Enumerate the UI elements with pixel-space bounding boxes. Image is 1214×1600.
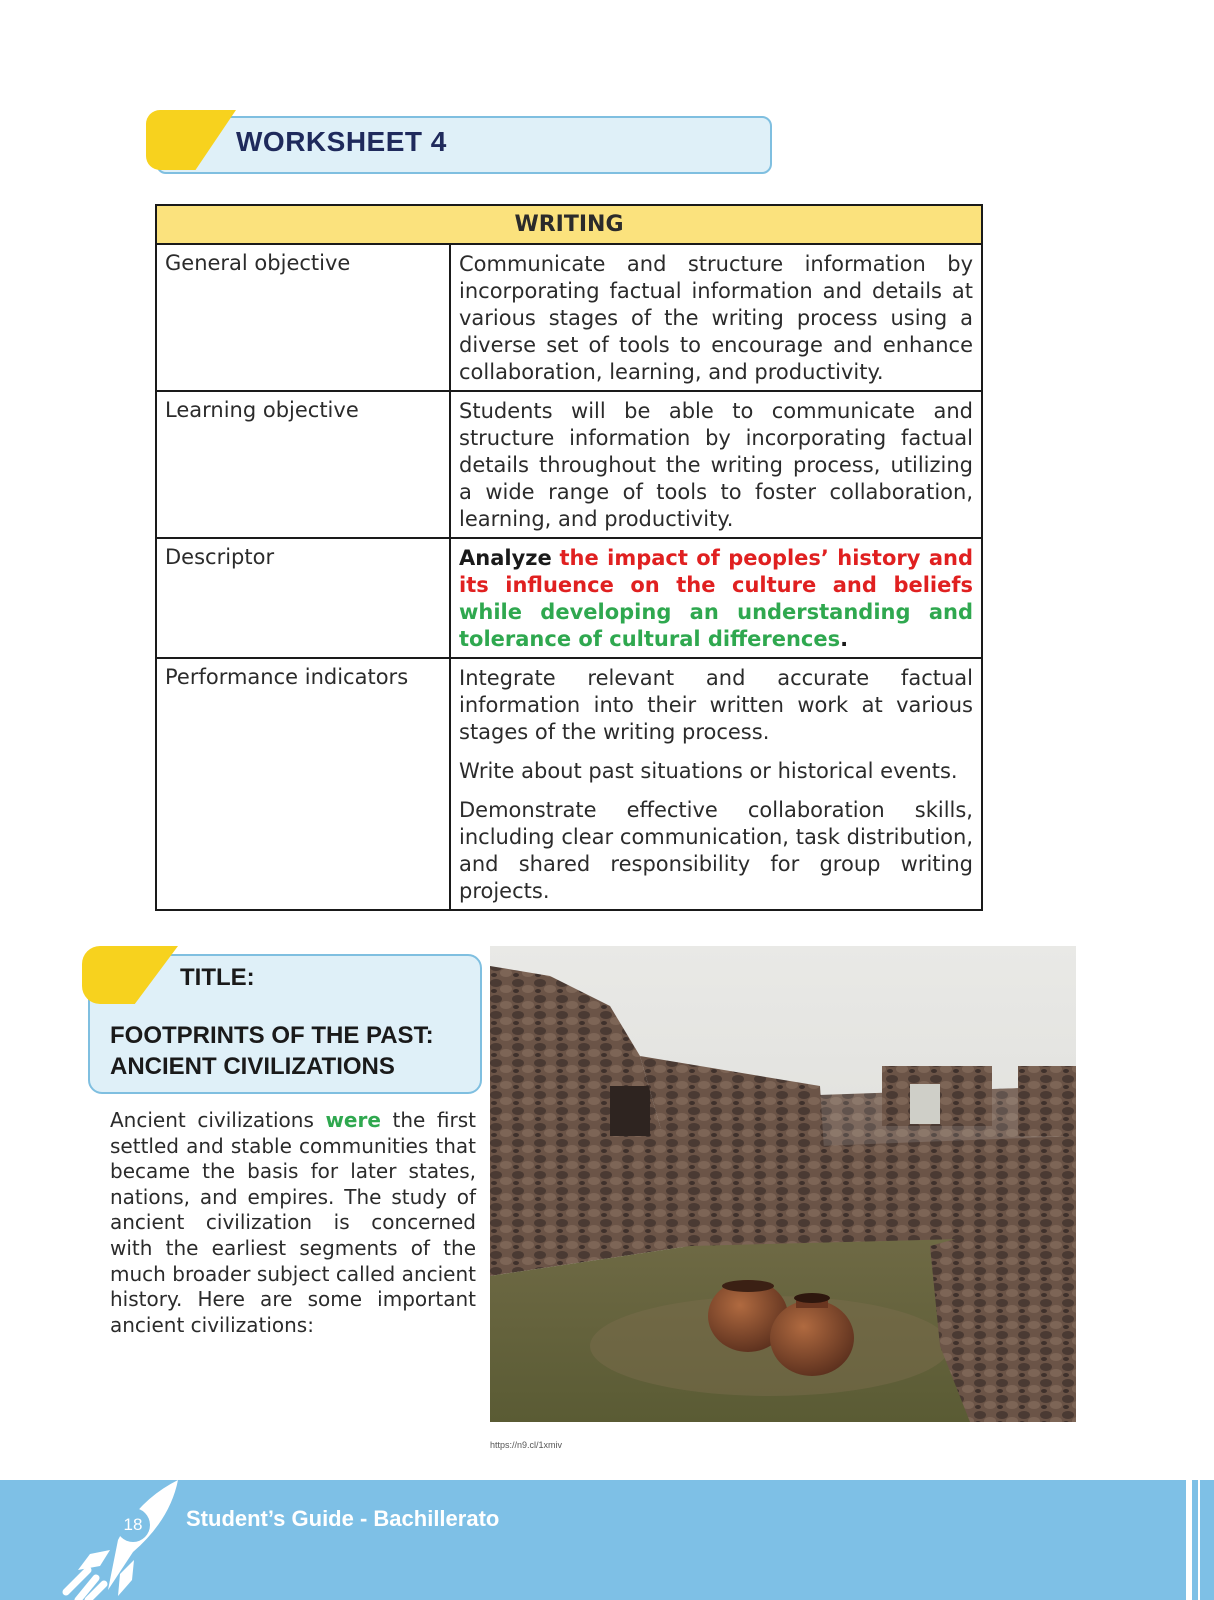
page-number: 18 (116, 1508, 150, 1542)
general-objective-text: Communicate and structure information by incorporating factual information and details at various stages of the writing process using a diverse set of tools to encourage and enhance collaboration, learning, and productivity. (450, 244, 982, 391)
descriptor-period: . (840, 627, 849, 651)
title-box (82, 946, 482, 1094)
indicator-item: Demonstrate effective collaboration skills, including clear communication, task distribution, and shared responsibility for group writing projects. (459, 798, 973, 903)
table-row (156, 391, 982, 538)
row-label-descriptor: Descriptor (156, 538, 450, 658)
objectives-table (155, 204, 983, 911)
learning-objective-text: Students will be able to communicate and structure information by incorporating factual details throughout the writing process, utilizing a wide range of tools to foster collaboration, learning, and productivity. (450, 391, 982, 538)
image-caption: https://n9.cl/1xmiv (490, 1440, 563, 1450)
title-label: TITLE: (180, 964, 255, 991)
descriptor-verb: Analyze (459, 546, 552, 570)
paragraph-highlight: were (325, 1108, 381, 1132)
indicator-item: Write about past situations or historical events. (459, 759, 958, 783)
worksheet-header (146, 110, 774, 174)
table-row (156, 658, 982, 910)
intro-paragraph (110, 1108, 476, 1338)
ruins-illustration (490, 946, 1076, 1422)
footer-divider (1186, 1480, 1192, 1600)
table-row (156, 244, 982, 391)
indicator-item: Integrate relevant and accurate factual information into their written work at various stages of the writing process. (459, 666, 973, 744)
row-label-performance-indicators: Performance indicators (156, 658, 450, 910)
worksheet-title: WORKSHEET 4 (236, 126, 447, 157)
row-label-general-objective: General objective (156, 244, 450, 391)
title-line-2: ANCIENT CIVILIZATIONS (110, 1053, 395, 1080)
row-label-learning-objective: Learning objective (156, 391, 450, 538)
descriptor-green-text: while developing an understanding and tolerance of cultural differences (459, 600, 973, 651)
rocket-icon (48, 1480, 188, 1600)
footer-edge (1198, 1480, 1214, 1600)
paragraph-rest: the first settled and stable communities that became the basis for later states, nations, and empires. The study of ancient civilization is concerned with the earliest segments of the much broader subject called ancient history. Here are some important ancient civilizations: (110, 1108, 477, 1337)
table-header-writing: WRITING (156, 205, 982, 244)
paragraph-start: Ancient civilizations (110, 1108, 314, 1132)
descriptor-text (450, 538, 982, 658)
descriptor-red-text: the impact of peoples’ history and its influence on the culture and beliefs (459, 546, 973, 597)
ruins-photo (490, 946, 1076, 1422)
performance-indicators-list (450, 658, 982, 910)
title-heading (110, 1020, 470, 1082)
table-row (156, 538, 982, 658)
title-line-1: FOOTPRINTS OF THE PAST: (110, 1022, 434, 1049)
footer-title: Student’s Guide - Bachillerato (186, 1506, 500, 1531)
